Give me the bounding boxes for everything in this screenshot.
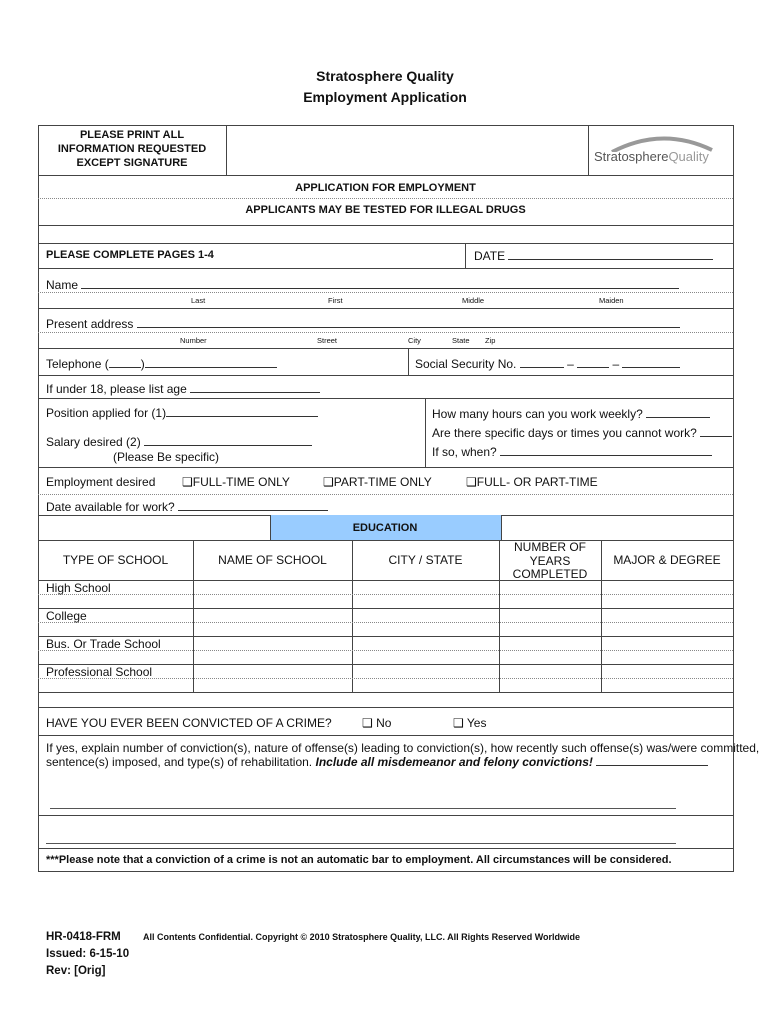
address-part-label: Number: [180, 336, 207, 345]
name-field[interactable]: Name: [46, 277, 679, 292]
checkbox-icon: ❑: [182, 475, 193, 489]
explanation-line[interactable]: [46, 843, 676, 844]
column-header: CITY / STATE: [388, 553, 463, 567]
checkbox-icon: ❑: [453, 716, 467, 730]
unavailable-days-field[interactable]: Are there specific days or times you cannot work?: [432, 425, 732, 440]
crime-explain-text: If yes, explain number of conviction(s), nature of offense(s) leading to conviction(s), how recently such offense(s) was/were committed,: [46, 741, 760, 755]
checkbox-icon: ❑: [362, 716, 377, 730]
full-or-part-time-checkbox[interactable]: ❑FULL- OR PART-TIME: [466, 475, 598, 489]
address-part-label: City: [408, 336, 421, 345]
print-note: PLEASE PRINT ALL INFORMATION REQUESTED EXCEPT SIGNATURE: [57, 129, 207, 169]
date-field[interactable]: DATE: [474, 248, 713, 263]
address-part-label: Street: [317, 336, 338, 345]
title-line2: Employment Application: [303, 89, 467, 105]
position-field[interactable]: Position applied for (1): [46, 405, 318, 420]
date-available-field[interactable]: Date available for work?: [46, 499, 328, 514]
explanation-line[interactable]: [50, 808, 676, 809]
revision: Rev: [Orig]: [46, 965, 106, 977]
drug-test-notice: APPLICANTS MAY BE TESTED FOR ILLEGAL DRUGS: [245, 204, 526, 216]
under-18-age-field[interactable]: If under 18, please list age: [46, 381, 320, 396]
name-part-label: Maiden: [599, 296, 624, 305]
ssn-field[interactable]: Social Security No. – –: [415, 356, 680, 371]
name-part-label: Last: [191, 296, 206, 305]
education-row-label: College: [46, 609, 87, 623]
column-header: TYPE OF SCHOOL: [62, 553, 169, 567]
education-row-label: High School: [46, 581, 111, 595]
copyright: All Contents Confidential. Copyright © 2010 Stratosphere Quality, LLC. All Rights Reserved Worldwide: [143, 932, 581, 942]
crime-yes-checkbox[interactable]: ❑ Yes: [453, 716, 487, 730]
hours-weekly-field[interactable]: How many hours can you work weekly?: [432, 406, 710, 421]
column-header: MAJOR & DEGREE: [613, 553, 721, 567]
complete-pages-note: PLEASE COMPLETE PAGES 1-4: [46, 249, 214, 261]
name-part-label: Middle: [462, 296, 485, 305]
address-part-label: Zip: [485, 336, 496, 345]
issued-date: Issued: 6-15-10: [46, 948, 130, 960]
telephone-field[interactable]: Telephone ( ): [46, 356, 277, 371]
full-time-checkbox[interactable]: ❑FULL-TIME ONLY: [182, 475, 290, 489]
crime-explain-line2[interactable]: sentence(s) imposed, and type(s) of rehabilitation. Include all misdemeanor and felony convictions!: [46, 754, 708, 769]
part-time-checkbox[interactable]: ❑PART-TIME ONLY: [323, 475, 432, 489]
application-banner: APPLICATION FOR EMPLOYMENT: [295, 182, 476, 194]
education-row-label: Bus. Or Trade School: [46, 637, 161, 651]
stratosphere-logo: StratosphereQuality: [592, 130, 728, 170]
education-row-label: Professional School: [46, 665, 153, 679]
specific-note: (Please Be specific): [113, 450, 220, 464]
title-line1: Stratosphere Quality: [316, 68, 454, 84]
checkbox-icon: ❑: [323, 475, 334, 489]
name-part-label: First: [328, 296, 343, 305]
salary-field[interactable]: Salary desired (2): [46, 434, 312, 449]
when-field[interactable]: If so, when?: [432, 444, 712, 459]
checkbox-icon: ❑: [466, 475, 477, 489]
address-field[interactable]: Present address: [46, 316, 680, 331]
crime-question: HAVE YOU EVER BEEN CONVICTED OF A CRIME?: [46, 716, 332, 730]
address-part-label: State: [452, 336, 470, 345]
column-header: NAME OF SCHOOL: [218, 553, 327, 567]
form-code: HR-0418-FRM: [46, 931, 121, 943]
education-heading: EDUCATION: [352, 522, 418, 534]
crime-no-checkbox[interactable]: ❑ No: [362, 716, 392, 730]
column-header: NUMBER OF YEARS COMPLETED: [512, 540, 588, 581]
employment-desired-label: Employment desired: [46, 475, 156, 489]
conviction-note: ***Please note that a conviction of a crime is not an automatic bar to employment. All circumstances will be considered.: [46, 854, 672, 866]
